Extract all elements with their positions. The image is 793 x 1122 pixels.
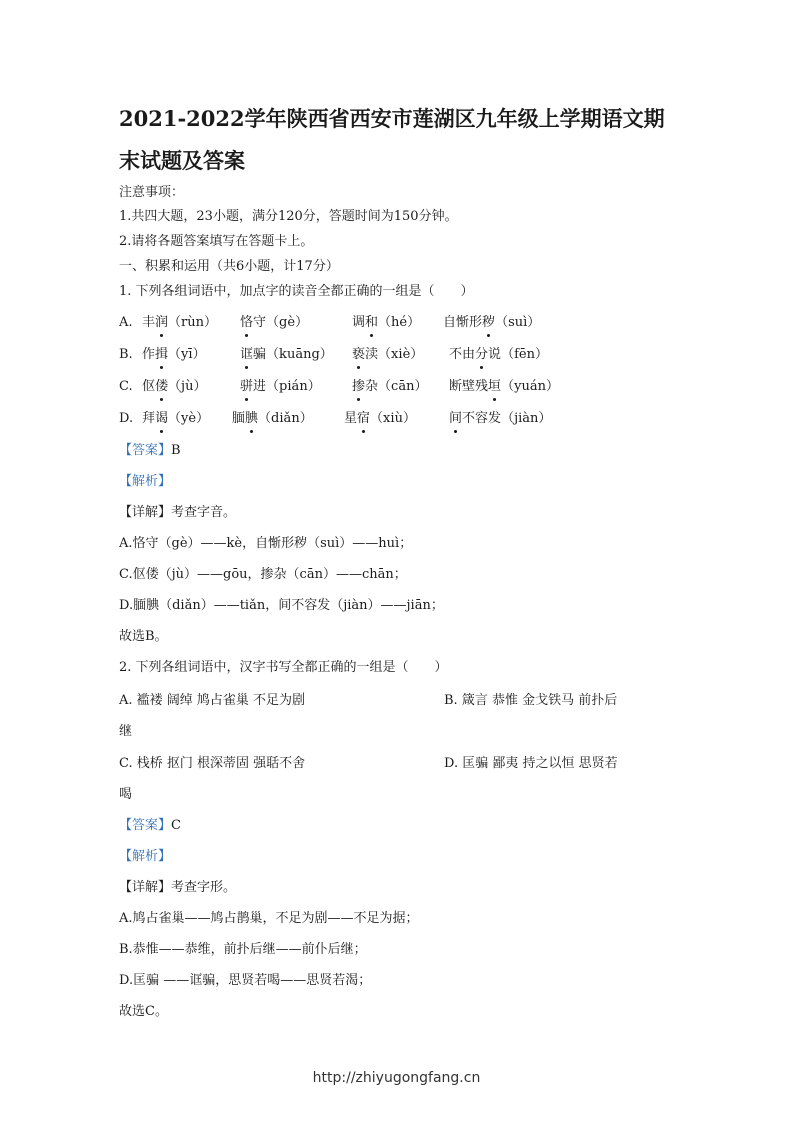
q1-option-b-word-2: 诓骗（kuāng） [240, 345, 333, 365]
q1-option-a-word-1: 丰润（rùn） [142, 313, 217, 333]
q1-option-b-word-4: 不由分说（fēn） [449, 345, 548, 365]
q1-option-c-word-3: 掺杂（cān） [352, 377, 427, 397]
note-1: 1.共四大题，23小题，满分120分，答题时间为150分钟。 [119, 209, 458, 224]
q2-detail-text: 考查字形。 [171, 880, 237, 895]
q1-option-d-word-3: 星宿（xiù） [344, 409, 416, 429]
emphasis-dot-char: 分 [475, 345, 488, 365]
q2-explanation-3: D.匡骗 ——诓骗，思贤若喝——思贤若渴； [119, 973, 372, 988]
emphasis-dot-char: 亵 [352, 345, 365, 365]
emphasis-dot-char: 腆 [245, 409, 258, 429]
detail-tag: 【详解】 [119, 880, 172, 895]
q2-analysis-tag: 【解析】 [119, 849, 172, 864]
emphasis-dot-char: 恪 [240, 313, 253, 333]
page-title: 2021-2022学年陕西省西安市莲湖区九年级上学期语文期末试题及答案 [119, 106, 665, 173]
q1-option-b-letter: B. [119, 347, 133, 362]
q2-option-d-line-1: D. 匡骗 鄙夷 持之以恒 思贤若 [444, 756, 618, 771]
emphasis-dot-char: 垣 [488, 377, 501, 397]
q1-explanation-2: C.伛偻（jù）——gōu，掺杂（cān）——chān； [119, 567, 407, 582]
q1-option-c-letter: C. [119, 379, 133, 394]
answer-tag: 【答案】 [119, 443, 172, 458]
q1-option-a-letter: A. [119, 315, 133, 330]
q2-option-a: A. 褴褛 阔绰 鸠占雀巢 不足为剧 [119, 693, 306, 708]
q2-option-b-line-1: B. 箴言 恭惟 金戈铁马 前扑后 [444, 693, 618, 708]
detail-tag: 【详解】 [119, 505, 172, 520]
q1-detail-text: 考查字音。 [171, 505, 237, 520]
q2-answer-value: C [171, 818, 181, 833]
q2-detail [119, 878, 236, 898]
q2-conclusion: 故选C。 [119, 1004, 168, 1019]
q1-option-a-word-2: 恪守（gè） [240, 313, 308, 333]
q1-option-a-word-3: 调和（hé） [352, 313, 420, 333]
q1-answer [119, 441, 181, 461]
q1-stem: 1. 下列各组词语中，加点字的读音全都正确的一组是（ ） [119, 284, 474, 299]
q1-option-c-word-1: 伛偻（jù） [142, 377, 206, 397]
q1-analysis-tag: 【解析】 [119, 474, 172, 489]
notes-heading: 注意事项： [119, 185, 185, 200]
emphasis-dot-char: 偻 [155, 377, 168, 397]
q1-explanation-3: D.腼腆（diǎn）——tiǎn，间不容发（jiàn）——jiān； [119, 598, 444, 613]
note-2: 2.请将各题答案填写在答题卡上。 [119, 234, 314, 249]
emphasis-dot-char: 揖 [155, 345, 168, 365]
emphasis-dot-char: 诓 [240, 345, 253, 365]
q1-option-d-word-4: 间不容发（jiàn） [449, 409, 551, 429]
q1-detail [119, 503, 236, 523]
emphasis-dot-char: 宿 [357, 409, 370, 429]
q2-stem: 2. 下列各组词语中，汉字书写全都正确的一组是（ ） [119, 660, 448, 675]
q2-explanation-2: B.恭惟——恭维，前扑后继——前仆后继； [119, 942, 367, 957]
section-1-heading: 一、积累和运用（共6小题，计17分） [119, 259, 339, 274]
q1-conclusion: 故选B。 [119, 629, 168, 644]
q2-option-c: C. 栈桥 抠门 根深蒂固 强聒不舍 [119, 756, 306, 771]
q1-option-c-word-2: 骈进（pián） [240, 377, 321, 397]
footer-url[interactable]: http://zhiyugongfang.cn [312, 1070, 481, 1086]
emphasis-dot-char: 和 [365, 313, 378, 333]
q2-answer [119, 816, 181, 836]
answer-tag: 【答案】 [119, 818, 172, 833]
emphasis-dot-char: 骈 [240, 377, 253, 397]
emphasis-dot-char: 谒 [155, 409, 168, 429]
emphasis-dot-char: 润 [155, 313, 168, 333]
q1-option-d-word-1: 拜谒（yè） [142, 409, 209, 429]
q1-option-a-word-4: 自惭形秽（suì） [443, 313, 540, 333]
q2-explanation-1: A.鸠占雀巢——鸠占鹊巢，不足为剧——不足为据； [119, 911, 419, 926]
q1-option-c-word-4: 断壁残垣（yuán） [449, 377, 559, 397]
q2-option-b-line-2: 继 [119, 724, 133, 739]
q2-option-d-line-2: 喝 [119, 787, 133, 802]
emphasis-dot-char: 间 [449, 409, 462, 429]
q1-option-b-word-3: 亵渎（xiè） [352, 345, 423, 365]
emphasis-dot-char: 掺 [352, 377, 365, 397]
q1-option-b-word-1: 作揖（yī） [142, 345, 206, 365]
q1-option-d-word-2: 腼腆（diǎn） [232, 409, 313, 429]
q1-answer-value: B [171, 443, 181, 458]
q1-explanation-1: A.恪守（gè）——kè，自惭形秽（suì）——huì； [119, 536, 413, 551]
q1-option-d-letter: D. [119, 411, 134, 426]
emphasis-dot-char: 秽 [482, 313, 495, 333]
